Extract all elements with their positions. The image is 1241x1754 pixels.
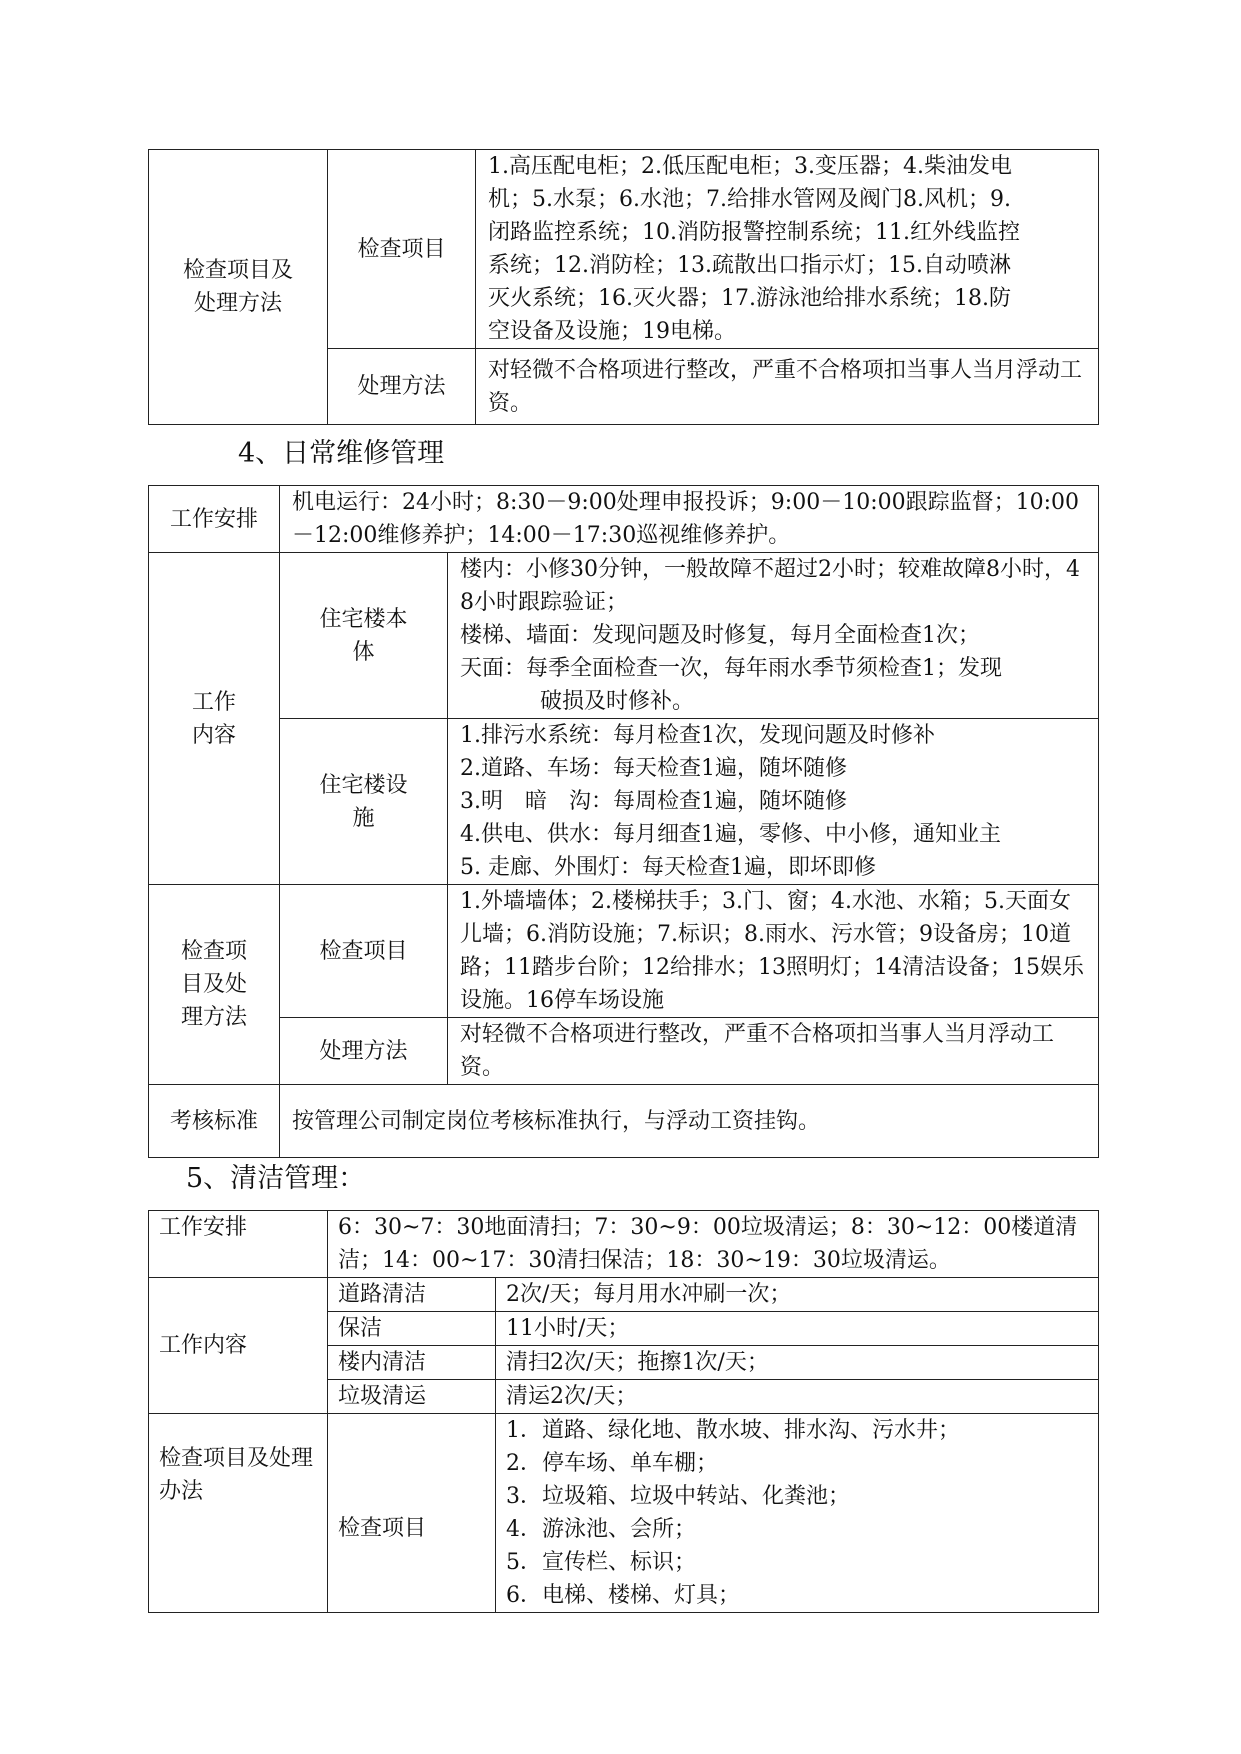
schedule-text: 6：30~7：30地面清扫；7：30~9：00垃圾清运；8：30~12：00楼道清洁；14：00~17：30清扫保洁；18：30~19：30垃圾清运。 (328, 1211, 1099, 1278)
method-label: 处理方法 (328, 349, 476, 425)
assess-label: 考核标准 (149, 1085, 280, 1158)
content-item: 楼内清洁 (328, 1346, 496, 1380)
content-item: 保洁 (328, 1312, 496, 1346)
check-label: 检查项目 (280, 885, 448, 1018)
check-items: 1.高压配电柜；2.低压配电柜；3.变压器；4.柴油发电 机；5.水泵；6.水池；7.给排水管网及阀门8.风机；9. 闭路监控系统；10.消防报警控制系统；11.红外线监控 系统；12.消防栓；13.疏散出口指示灯；15.自动喷淋 灭火系统；16.灭火器；17.游泳池给排水系统；18.防 空设备及设施；19电梯。 (476, 150, 1099, 349)
content-item: 垃圾清运 (328, 1380, 496, 1414)
content-value: 11小时/天； (496, 1312, 1099, 1346)
schedule-label: 工作安排 (149, 1211, 328, 1278)
inspection-table-1 (148, 149, 1099, 425)
content-item: 道路清洁 (328, 1278, 496, 1312)
check-items: 1．道路、绿化地、散水坡、排水沟、污水井； 2．停车场、单车棚； 3．垃圾箱、垃圾中转站、化粪池； 4．游泳池、会所； 5．宣传栏、标识； 6．电梯、楼梯、灯具； (496, 1414, 1099, 1613)
inspect-group-label: 检查项目及处理方法 (149, 885, 280, 1085)
method-text: 对轻微不合格项进行整改，严重不合格项扣当事人当月浮动工资。 (448, 1018, 1099, 1085)
content-label: 工作内容 (149, 1278, 328, 1414)
body-label: 住宅楼本体 (280, 553, 448, 719)
check-label: 检查项目 (328, 150, 476, 349)
section4-heading: 4、日常维修管理 (238, 438, 445, 469)
check-text: 1.外墙墙体；2.楼梯扶手；3.门、窗；4.水池、水箱；5.天面女儿墙；6.消防设施；7.标识；8.雨水、污水管；9设备房；10道路；11踏步台阶；12给排水；13照明灯；14清洁设备；15娱乐设施。16停车场设施 (448, 885, 1099, 1018)
assess-text: 按管理公司制定岗位考核标准执行，与浮动工资挂钩。 (280, 1085, 1099, 1158)
method-label: 处理方法 (280, 1018, 448, 1085)
content-label: 工作内容 (149, 553, 280, 885)
facility-label: 住宅楼设施 (280, 719, 448, 885)
inspect-group-label: 检查项目及处理办法 (149, 1414, 328, 1613)
schedule-label: 工作安排 (149, 486, 280, 553)
facility-items: 1.排污水系统：每月检查1次，发现问题及时修补 2.道路、车场：每天检查1遍，随坏随修 3.明 暗 沟：每周检查1遍，随坏随修 4.供电、供水：每月细查1遍，零修、中小修，通知业主 5. 走廊、外围灯：每天检查1遍，即坏即修 (448, 719, 1099, 885)
method-text: 对轻微不合格项进行整改，严重不合格项扣当事人当月浮动工资。 (476, 349, 1099, 425)
maintenance-table (148, 485, 1099, 1158)
content-value: 2次/天；每月用水冲刷一次； (496, 1278, 1099, 1312)
section5-heading: 5、清洁管理： (186, 1163, 366, 1194)
body-items: 楼内：小修30分钟，一般故障不超过2小时；较难故障8小时，48小时跟踪验证； 楼梯、墙面：发现问题及时修复，每月全面检查1次； 天面：每季全面检查一次，每年雨水季节须检查1；发现 破损及时修补。 (448, 553, 1099, 719)
check-label: 检查项目 (328, 1414, 496, 1613)
schedule-text: 机电运行：24小时；8:30－9:00处理申报投诉；9:00－10:00跟踪监督；10:00－12:00维修养护；14:00－17:30巡视维修养护。 (280, 486, 1099, 553)
cleaning-table (148, 1210, 1099, 1613)
group-label: 检查项目及处理方法 (149, 150, 328, 425)
content-value: 清扫2次/天；拖擦1次/天； (496, 1346, 1099, 1380)
content-value: 清运2次/天； (496, 1380, 1099, 1414)
